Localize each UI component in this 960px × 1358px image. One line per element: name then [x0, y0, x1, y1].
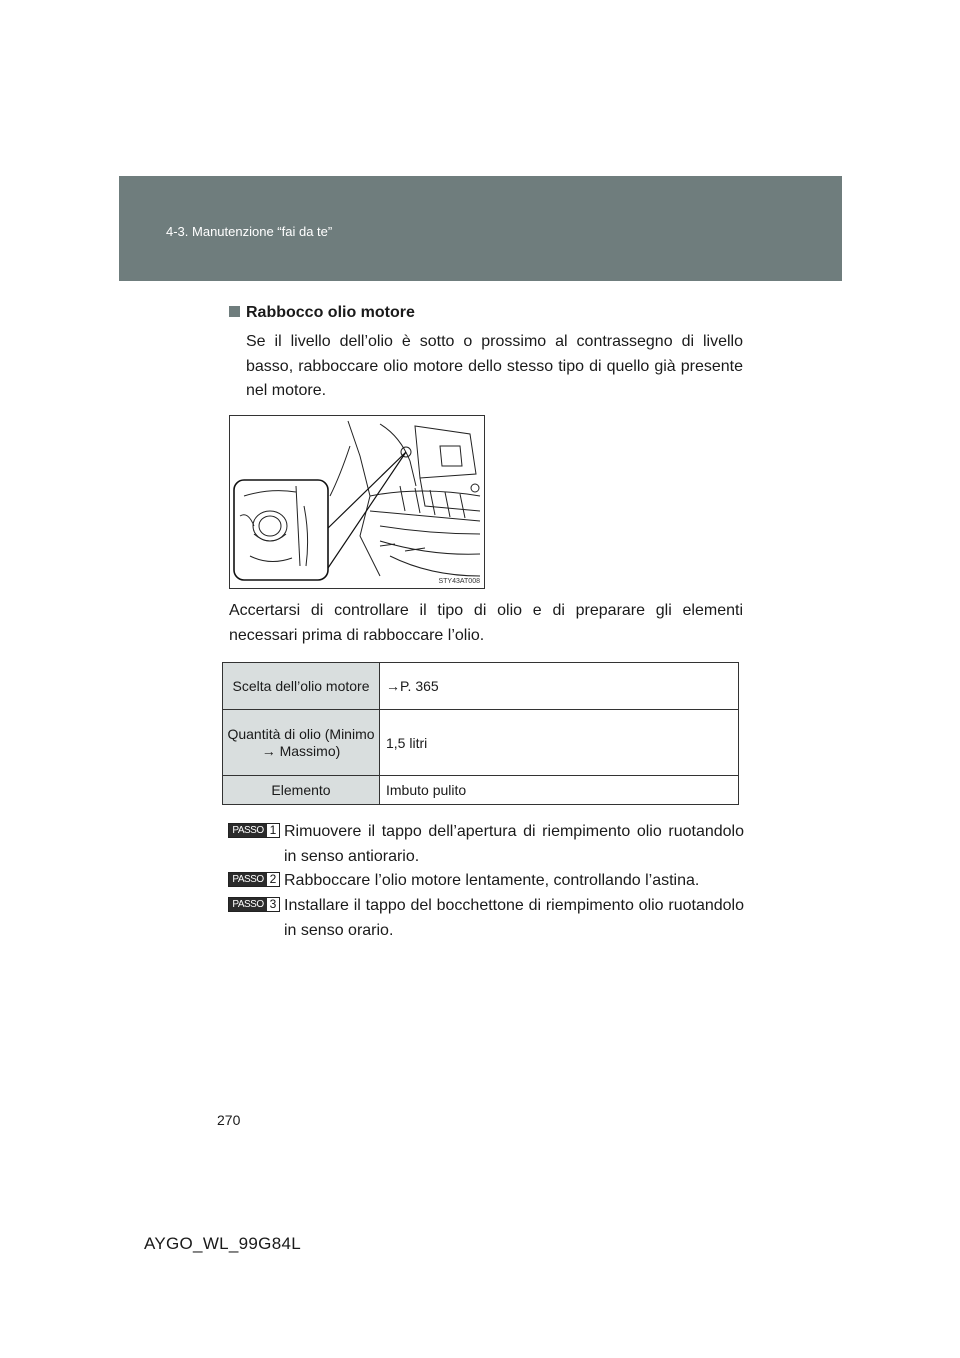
- engine-drawing: [230, 416, 485, 589]
- table-value: 1,5 litri: [380, 710, 739, 776]
- table-key: Quantità di olio (Minimo → Massimo): [223, 710, 380, 776]
- step-text: Rimuovere il tappo dell’apertura di riempimento olio ruotandolo in senso antiorario.: [284, 823, 744, 865]
- step-badge-number: 3: [267, 898, 279, 911]
- step-badge-word: PASSO: [229, 873, 267, 886]
- engine-illustration: [229, 415, 485, 589]
- page-number: 270: [217, 1112, 241, 1128]
- step-2: [228, 869, 744, 894]
- intro-paragraph: Se il livello dell’olio è sotto o prossimo al contrassegno di livello basso, rabboccare olio motore dello stesso tipo di quello già presente nel motore.: [246, 333, 743, 399]
- step-text: Rabboccare l’olio motore lentamente, controllando l’astina.: [284, 872, 700, 889]
- table-row: [223, 776, 739, 805]
- step-3: [228, 894, 744, 943]
- section-title: [229, 304, 415, 322]
- table-key: Scelta dell’olio motore: [223, 663, 380, 710]
- step-text: Installare il tappo del bocchettone di riempimento olio ruotandolo in senso orario.: [284, 897, 744, 939]
- step-badge-word: PASSO: [229, 824, 267, 837]
- step-badge-word: PASSO: [229, 898, 267, 911]
- step-badge: [228, 897, 280, 912]
- section-label: 4-3. Manutenzione “fai da te”: [166, 224, 333, 239]
- table-value: →P. 365: [380, 663, 739, 710]
- footer-code: AYGO_WL_99G84L: [144, 1234, 301, 1253]
- step-1: [228, 820, 744, 869]
- note-paragraph: Accertarsi di controllare il tipo di olio e di preparare gli elementi necessari prima di rabboccare l’olio.: [229, 602, 743, 644]
- table-value: Imbuto pulito: [380, 776, 739, 805]
- illustration-code: STY43AT008: [438, 578, 480, 585]
- step-badge: [228, 872, 280, 887]
- table-row: [223, 710, 739, 776]
- spec-table: [222, 662, 739, 805]
- square-bullet-icon: [229, 306, 240, 317]
- section-title-text: Rabbocco olio motore: [246, 304, 415, 321]
- table-row: [223, 663, 739, 710]
- step-badge: [228, 823, 280, 838]
- step-badge-number: 1: [267, 824, 279, 837]
- step-badge-number: 2: [267, 873, 279, 886]
- table-key: Elemento: [223, 776, 380, 805]
